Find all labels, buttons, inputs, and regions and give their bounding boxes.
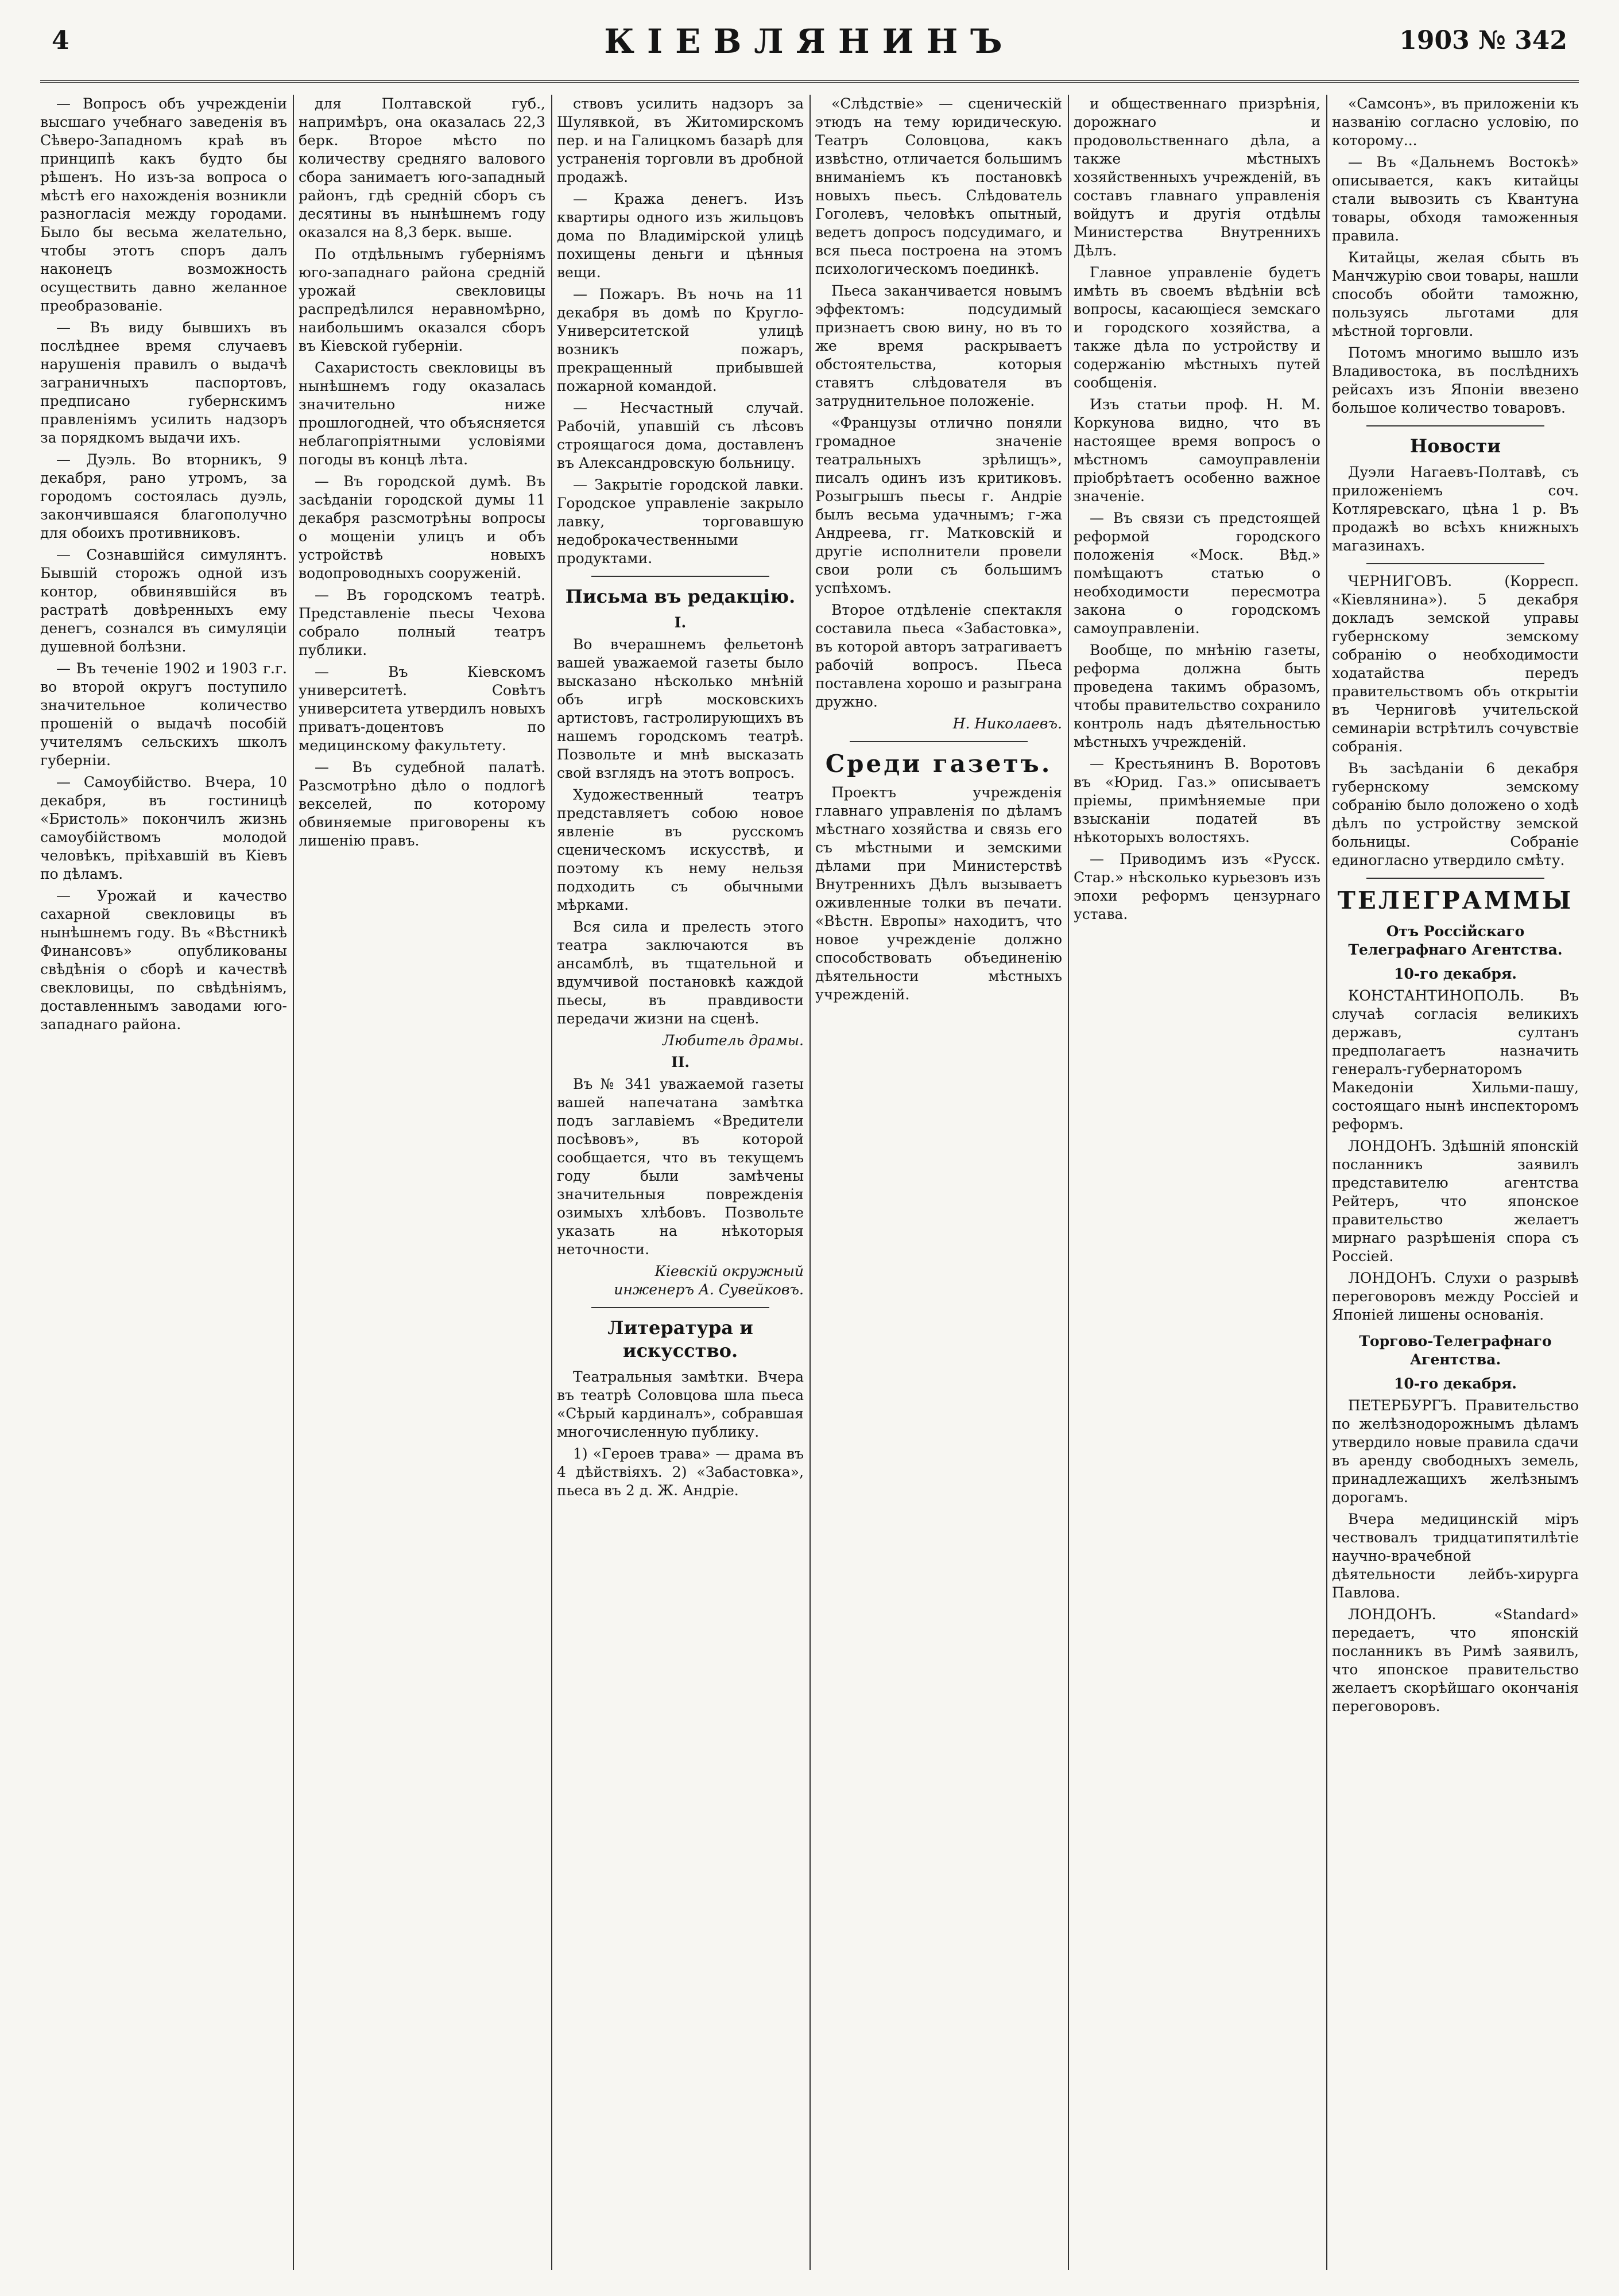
telegram-agency: Отъ Россійскаго Телеграфнаго Агентства. [1348,923,1563,958]
review-signature: Н. Николаевъ. [952,715,1062,732]
masthead [40,17,1579,83]
letter-paragraph: Въ № 341 уважаемой газеты вашей напечатана замѣтка подъ заглавіемъ «Вредители посѣвовъ», въ которой сообщается, что въ текущемъ году были замѣчены значительныя поврежденія озимыхъ хлѣбовъ. Позвольте указать на нѣкоторыя неточности. [557,1076,804,1258]
news-item: — Вопросъ объ учрежденіи высшаго учебнаго заведенія въ Сѣверо-Западномъ краѣ въ принципѣ какъ будто бы рѣшенъ. Но изъ-за вопроса о мѣстѣ его нахожденія возникли разногласія между городами. Было бы весьма желательно, чтобы этотъ споръ далъ наконецъ возможность осуществить давно желанное преобразованіе. [40,95,287,314]
column-3 [557,95,804,2270]
column-6 [1332,95,1579,2270]
news-item: — Кража денегъ. Изъ квартиры одного изъ жильцовъ дома по Владимірской улицѣ похищены деньги и цѣнныя вещи. [557,191,804,281]
telegram: Вчера медицинскій міръ чествовалъ тридцатипятилѣтіе научно-врачебной дѣятельности лейбъ-хирурга Павлова. [1332,1511,1579,1601]
telegram: ЛОНДОНЪ. Здѣшній японскій посланникъ заявилъ представителю агентства Рейтеръ, что японское правительство желаетъ мирнаго разрѣшенія спора съ Россіей. [1332,1138,1579,1265]
issue-number: 1903 № 342 [1399,26,1567,55]
telegram: ЛОНДОНЪ. Слухи о разрывѣ переговоровъ между Россіей и Японіей лишены основанія. [1332,1270,1579,1323]
news-item: — Самоубійство. Вчера, 10 декабря, въ гостиницѣ «Бристоль» покончилъ жизнь самоубійствомъ молодой человѣкъ, пріѣхавшій въ Кіевъ по дѣламъ. [40,774,287,882]
news-item: Сахаристость свекловицы въ нынѣшнемъ году оказалась значительно ниже прошлогодней, что объясняется неблагопріятными условіями погоды въ концѣ лѣта. [299,359,545,468]
telegram-date: 10-го декабря. [1393,1375,1517,1392]
telegram-agency: Торгово-Телеграфнаго Агентства. [1359,1333,1552,1368]
column-rule [293,95,294,2270]
news-heading: Новости [1409,435,1501,457]
section-divider [850,741,1028,742]
news-item: — Въ Кіевскомъ университетѣ. Совѣтъ университета утвердилъ новыхъ приватъ-доцентовъ по медицинскому факультету. [299,664,545,754]
news-paragraph: Дуэли Нагаевъ-Полтавѣ, съ приложеніемъ соч. Котляревскаго, цѣна 1 р. Въ продажѣ во всѣхъ книжныхъ магазинахъ. [1332,464,1579,554]
news-item: — Несчастный случай. Рабочій, упавшій съ лѣсовъ строящагося дома, доставленъ въ Александровскую больницу. [557,400,804,471]
press-paragraph: «Самсонъ», въ приложеніи къ названію согласно условію, по которому... [1332,95,1579,149]
press-paragraph: Изъ статьи проф. Н. М. Коркунова видно, что въ настоящее время вопросъ о мѣстномъ самоуправленіи пріобрѣтаетъ особенно важное значеніе. [1074,396,1320,505]
press-paragraph: — Приводимъ изъ «Русск. Стар.» нѣсколько курьезовъ изъ эпохи реформъ цензурнаго устава. [1074,851,1320,922]
correspondence-paragraph: Въ засѣданіи 6 декабря губернскому земскому собранію было доложено о ходѣ дѣлъ по устройству земской больницы. Собраніе единогласно утвердило смѣту. [1332,760,1579,868]
review-paragraph: Пьеса заканчивается новымъ эффектомъ: подсудимый признаетъ свою вину, но въ то же время раскрываетъ обстоятельства, которыя ставятъ слѣдователя въ затруднительное положеніе. [815,282,1062,409]
press-paragraph: и общественнаго призрѣнія, дорожнаго и продовольственнаго дѣла, а также мѣстныхъ хозяйственныхъ учрежденій, въ составъ главнаго управленія войдутъ и другія отдѣлы Министерства Внутреннихъ Дѣлъ. [1074,95,1320,259]
page-number: 4 [52,26,69,55]
press-review-heading: Среди газетъ. [825,750,1052,778]
letter-paragraph: Вся сила и прелесть этого театра заключаются въ ансамблѣ, въ тщательной и вдумчивой постановкѣ каждой пьесы, въ правдивости передачи жизни на сценѣ. [557,918,804,1027]
news-item: для Полтавской губ., напримѣръ, она оказалась 22,3 берк. Второе мѣсто по количеству средняго валового сбора занимаетъ юго-западный районъ, гдѣ средній сборъ съ десятины въ нынѣшнемъ году оказался на 8,3 берк. выше. [299,95,545,241]
newspaper-title: КІЕВЛЯНИНЪ [604,22,1015,61]
press-paragraph: Проектъ учрежденія главнаго управленія по дѣламъ мѣстнаго хозяйства и связь его съ мѣстными и земскими дѣлами при Министерствѣ Внутреннихъ Дѣлъ вызываетъ оживленные толки въ печати. «Вѣстн. Европы» находитъ, что новое учрежденіе должно способствовать объединенію дѣятельности мѣстныхъ учрежденій. [815,784,1062,1003]
news-item: — Въ виду бывшихъ въ послѣднее время случаевъ нарушенія правилъ о выдачѣ заграничныхъ паспортовъ, предписано губернскимъ правленіямъ усилить надзоръ за порядкомъ выдачи ихъ. [40,319,287,446]
press-paragraph: Главное управленіе будетъ имѣть въ своемъ вѣдѣніи всѣ вопросы, касающіеся земскаго и городского хозяйства, а также дѣла по устройству и содержанію мѣстныхъ путей сообщенія. [1074,264,1320,391]
news-item: — Пожаръ. Въ ночь на 11 декабря въ домѣ по Кругло-Университетской улицѣ возникъ пожаръ, прекращенный прибывшей пожарной командой. [557,286,804,394]
news-item: — Въ городской думѣ. Въ засѣданіи городской думы 11 декабря разсмотрѣны вопросы о мощеніи улицъ и объ устройствѣ новыхъ водопроводныхъ сооруженій. [299,473,545,581]
letter-number: II. [671,1054,690,1071]
telegram: ПЕТЕРБУРГЪ. Правительство по желѣзнодорожнымъ дѣламъ утвердило новые правила сдачи въ аренду свободныхъ земель, принадлежащихъ желѣзнымъ дорогамъ. [1332,1397,1579,1506]
letter-number: I. [674,614,687,631]
section-divider [1366,878,1544,879]
column-rule [1068,95,1069,2270]
correspondence-paragraph: ЧЕРНИГОВЪ. (Корресп. «Кіевлянина»). 5 декабря докладъ земской управы губернскому земскому собранію о необходимости ходатайства передъ правительствомъ объ открытіи въ Черниговѣ учительской семинаріи встрѣтилъ сочувствіе собранія. [1332,573,1579,755]
column-rule [1326,95,1327,2270]
telegrams-heading: ТЕЛЕГРАММЫ [1337,886,1574,914]
letter-paragraph: Художественный театръ представляетъ собою новое явленіе въ русскомъ сценическомъ искусствѣ, и поэтому къ нему нельзя подходить съ обычными мѣрками. [557,786,804,913]
press-paragraph: Вообще, по мнѣнію газеты, реформа должна быть проведена такимъ образомъ, чтобы правительство сохранило контроль надъ дѣятельностью мѣстныхъ учрежденій. [1074,642,1320,750]
column-rule [810,95,811,2270]
press-paragraph: — Въ связи съ предстоящей реформой городского положенія «Моск. Вѣд.» помѣщаютъ статью о необходимости пересмотра закона о городскомъ самоуправленіи. [1074,510,1320,637]
news-item: — Въ судебной палатѣ. Разсмотрѣно дѣло о подлогѣ векселей, по которому обвиняемые приговорены къ лишенію правъ. [299,759,545,849]
literature-paragraph: 1) «Героев трава» — драма въ 4 дѣйствіяхъ. 2) «Забастовка», пьеса въ 2 д. Ж. Андріе. [557,1445,804,1499]
review-paragraph: Второе отдѣленіе спектакля составила пьеса «Забастовка», въ которой авторъ затрагиваетъ рабочій вопросъ. Пьеса поставлена хорошо и разыграна дружно. [815,602,1062,710]
section-divider [591,576,769,577]
news-item: — Закрытіе городской лавки. Городское управленіе закрыло лавку, торговавшую недоброкачественными продуктами. [557,476,804,567]
literature-heading: Литература и искусство. [607,1317,753,1362]
column-rule [551,95,552,2270]
letter-paragraph: Во вчерашнемъ фельетонѣ вашей уважаемой газеты было высказано нѣсколько мнѣній объ игрѣ московскихъ артистовъ, гастролирующихъ въ нашемъ городскомъ театрѣ. Позвольте и мнѣ высказать свой взглядъ на этотъ вопросъ. [557,636,804,781]
news-item: — Сознавшійся симулянтъ. Бывшій сторожъ одной изъ контор, обвинявшійся въ растратѣ довѣренныхъ ему денегъ, сознался въ симуляціи душевной болѣзни. [40,546,287,655]
section-divider [1366,563,1544,564]
letters-heading: Письма въ редакцію. [565,585,796,607]
section-divider [591,1307,769,1308]
column-1 [40,95,287,2270]
press-paragraph: Потомъ многимо вышло изъ Владивостока, въ послѣднихъ рейсахъ изъ Японіи ввезено большое количество товаровъ. [1332,344,1579,416]
telegram: ЛОНДОНЪ. «Standard» передаетъ, что японскій посланникъ въ Римѣ заявилъ, что японское правительство желаетъ скорѣйшаго окончанія переговоровъ. [1332,1606,1579,1715]
news-item: — Въ городскомъ театрѣ. Представленіе пьесы Чехова собрало полный театръ публики. [299,587,545,658]
news-item: — Урожай и качество сахарной свекловицы въ нынѣшнемъ году. Въ «Вѣстникѣ Финансовъ» опубликованы свѣдѣнія о сборѣ и качествѣ свекловицы, по свѣдѣніямъ, доставленнымъ заводами юго-западнаго района. [40,887,287,1033]
review-paragraph: «Французы отлично поняли громадное значеніе театральныхъ зрѣлищъ», писалъ одинъ изъ критиковъ. Розыгрышъ пьесы г. Андріе былъ весьма удачнымъ; г-жа Андреева, гг. Матковскій и другіе исполнители провели свои роли съ большимъ успѣхомъ. [815,414,1062,596]
telegram: КОНСТАНТИНОПОЛЬ. Въ случаѣ согласія великихъ державъ, султанъ предполагаетъ назначить генералъ-губернаторомъ Македоніи Хильми-пашу, состоящаго нынѣ инспекторомъ реформъ. [1332,987,1579,1133]
column-2 [299,95,545,2270]
press-paragraph: — Въ «Дальнемъ Востокѣ» описывается, какъ китайцы стали вывозить съ Квантуна товары, обходя таможенныя правила. [1332,154,1579,244]
press-paragraph: Китайцы, желая сбыть въ Манчжурію свои товары, нашли способъ обойти таможню, пользуясь льготами для мѣстной торговли. [1332,249,1579,339]
section-divider [1366,425,1544,426]
news-item: — Дуэль. Во вторникъ, 9 декабря, рано утромъ, за городомъ состоялась дуэль, закончившаяся благополучно для обоихъ противниковъ. [40,451,287,541]
news-item: ствовъ усилить надзоръ за Шулявкой, въ Житомирскомъ пер. и на Галицкомъ базарѣ для устраненія торговли въ дробной продажѣ. [557,95,804,185]
news-item: — Въ теченіе 1902 и 1903 г.г. во второй округъ поступило значительное количество прошеній о выдачѣ пособій учителямъ сельскихъ школъ губерніи. [40,660,287,769]
review-paragraph: «Слѣдствіе» — сценическій этюдъ на тему юридическую. Театръ Соловцова, какъ извѣстно, отличается большимъ вниманіемъ къ постановкѣ новыхъ пьесъ. Слѣдователь Гоголевъ, человѣкъ опытный, ведетъ допросъ подсудимаго, и вся пьеса построена на этомъ психологическомъ поединкѣ. [815,95,1062,277]
letter-signature: Кіевскій окружный инженеръ А. Сувейковъ. [614,1263,804,1298]
column-4 [815,95,1062,2270]
literature-paragraph: Театральныя замѣтки. Вчера въ театрѣ Соловцова шла пьеса «Сѣрый кардиналъ», собравшая многочисленную публику. [557,1368,804,1440]
press-paragraph: — Крестьянинъ В. Воротовъ въ «Юрид. Газ.» описываетъ пріемы, примѣняемые при взысканіи податей въ нѣкоторыхъ волостяхъ. [1074,755,1320,846]
news-item: По отдѣльнымъ губерніямъ юго-западнаго района средній урожай свекловицы распредѣлился неравномѣрно, наибольшимъ оказался сборъ въ Кіевской губерніи. [299,246,545,354]
column-5 [1074,95,1320,2270]
letter-signature: Любитель драмы. [663,1032,804,1049]
telegram-date: 10-го декабря. [1393,965,1517,982]
